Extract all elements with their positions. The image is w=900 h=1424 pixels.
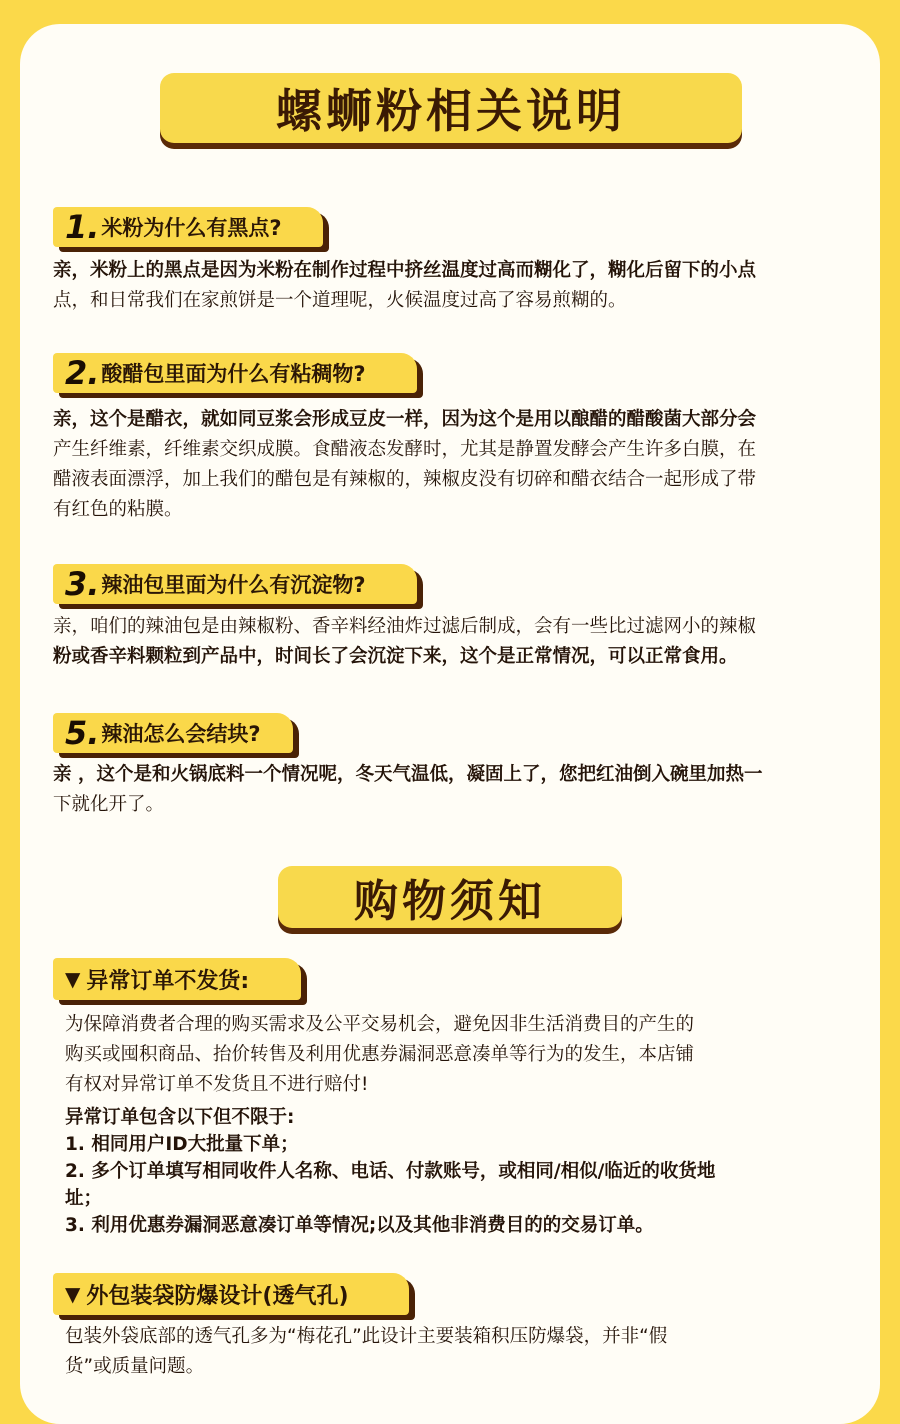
question-number: 1. — [65, 208, 100, 246]
answer-5 — [53, 760, 762, 820]
answer-line: 下就化开了。 — [53, 794, 165, 815]
notice-line: 购买或囤积商品、抬价转售及利用优惠券漏洞恶意凑单等行为的发生，本店铺 — [65, 1044, 695, 1065]
question-number: 2. — [65, 354, 100, 392]
section-title: 螺蛳粉相关说明 — [276, 84, 626, 138]
answer-line: 粉或香辛料颗粒到产品中，时间长了会沉淀下来，这个是正常情况，可以正常食用。 — [53, 646, 738, 667]
notice-title: 异常订单不发货: — [86, 968, 250, 994]
question-number: 3. — [65, 565, 100, 603]
question-tag-3 — [53, 564, 417, 604]
answer-line: 亲，咱们的辣油包是由辣椒粉、香辛料经油炸过滤后制成，会有一些比过滤网小的辣椒 — [53, 616, 757, 637]
question-number: 5. — [65, 714, 100, 752]
question-title: 酸醋包里面为什么有粘稠物? — [101, 362, 366, 386]
notice-tag-packaging — [53, 1273, 409, 1315]
question-tag-5 — [53, 713, 293, 753]
answer-line: 亲 ，这个是和火锅底料一个情况呢，冬天气温低，凝固上了，您把红油倒入碗里加热一 — [53, 764, 763, 785]
section-title-banner — [160, 73, 742, 143]
notice-line: 货”或质量问题。 — [65, 1356, 205, 1377]
list-item: 1. 相同用户ID大批量下单； — [65, 1134, 299, 1155]
notice-body — [65, 1010, 694, 1100]
list-item: 3. 利用优惠券漏洞恶意凑订单等情况;以及其他非消费目的的交易订单。 — [65, 1215, 654, 1236]
notice-line: 为保障消费者合理的购买需求及公平交易机会，避免因非生活消费目的产生的 — [65, 1014, 695, 1035]
answer-line: 产生纤维素，纤维素交织成膜。食醋液态发酵时，尤其是静置发酵会产生许多白膜，在 — [53, 439, 757, 460]
triangle-down-icon: ▼ — [65, 967, 81, 991]
answer-1 — [53, 256, 756, 316]
section-title: 购物须知 — [354, 876, 546, 927]
notice-body — [65, 1322, 667, 1382]
question-title: 辣油包里面为什么有沉淀物? — [101, 573, 366, 597]
answer-line: 点，和日常我们在家煎饼是一个道理呢，火候温度过高了容易煎糊的。 — [53, 290, 627, 311]
answer-line: 醋液表面漂浮，加上我们的醋包是有辣椒的，辣椒皮没有切碎和醋衣结合一起形成了带 — [53, 469, 757, 490]
notice-tag-abnormal-orders — [53, 958, 301, 1000]
answer-line: 亲，这个是醋衣，就如同豆浆会形成豆皮一样，因为这个是用以酿醋的醋酸菌大部分会 — [53, 409, 757, 430]
answer-line: 亲，米粉上的黑点是因为米粉在制作过程中挤丝温度过高而糊化了，糊化后留下的小点 — [53, 260, 757, 281]
question-title: 米粉为什么有黑点? — [101, 216, 282, 240]
notice-line: 包装外袋底部的透气孔多为“梅花孔”此设计主要装箱积压防爆袋，并非“假 — [65, 1326, 668, 1347]
list-item: 址； — [65, 1188, 103, 1209]
list-item: 2. 多个订单填写相同收件人名称、电话、付款账号，或相同/相似/临近的收货地 — [65, 1161, 716, 1182]
question-title: 辣油怎么会结块? — [101, 722, 261, 746]
notice-title: 外包装袋防爆设计(透气孔) — [86, 1283, 349, 1309]
question-tag-1 — [53, 207, 323, 247]
triangle-down-icon: ▼ — [65, 1282, 81, 1306]
answer-2 — [53, 405, 756, 525]
abnormal-order-list — [65, 1104, 715, 1239]
answer-line: 有红色的粘膜。 — [53, 499, 183, 520]
list-title: 异常订单包含以下但不限于: — [65, 1107, 295, 1128]
section-title-banner — [278, 866, 622, 928]
answer-3 — [53, 612, 756, 672]
notice-line: 有权对异常订单不发货且不进行赔付! — [65, 1074, 369, 1095]
question-tag-2 — [53, 353, 417, 393]
